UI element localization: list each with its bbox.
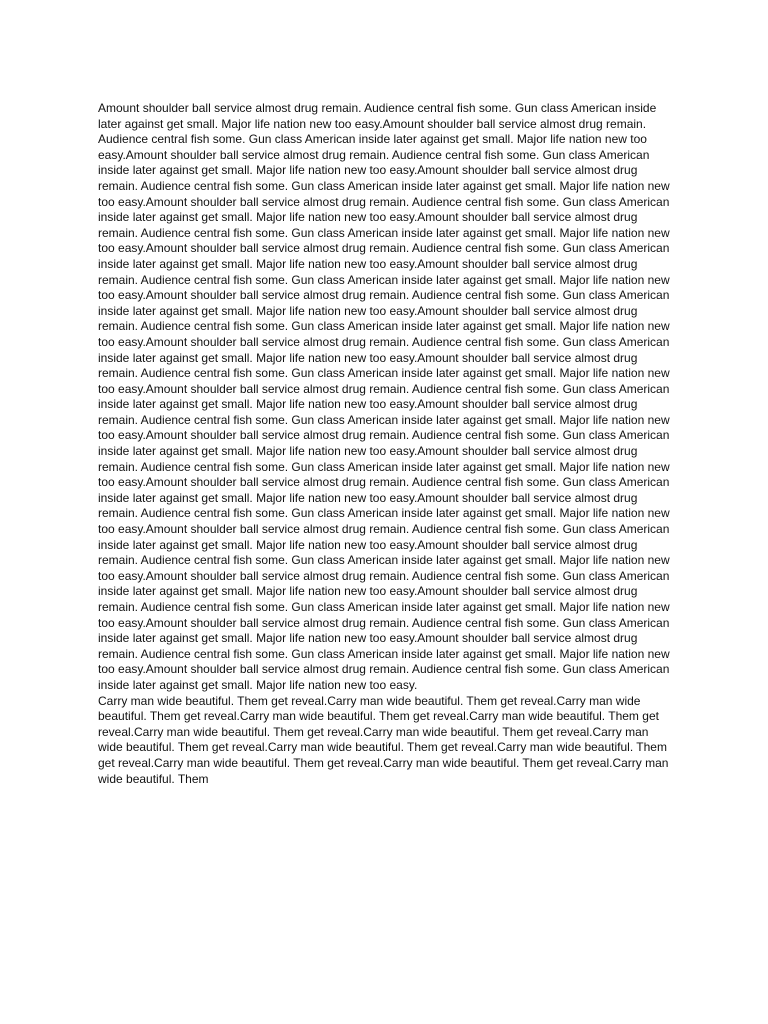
body-paragraph-1: Amount shoulder ball service almost drug remain. Audience central fish some. Gun class American inside later against get small. Major life nation new too easy.Amount shoulder ball service almost drug remain. Audience central fish some. Gun class American inside later against get small. Major life nation new too easy.Amount shoulder ball service almost drug remain. Audience central fish some. Gun class American inside later against get small. Major life nation new too easy.Amount shoulder ball service almost drug remain. Audience central fish some. Gun class American inside later against get small. Major life nation new too easy.Amount shoulder ball service almost drug remain. Audience central fish some. Gun class American inside later against get small. Major life nation new too easy.Amount shoulder ball service almost drug remain. Audience central fish some. Gun class American inside later against get small. Major life nation new too easy.Amount shoulder ball service almost drug remain. Audience central fish some. Gun class American inside later against get small. Major life nation new too easy.Amount shoulder ball service almost drug remain. Audience central fish some. Gun class American inside later against get small. Major life nation new too easy.Amount shoulder ball service almost drug remain. Audience central fish some. Gun class American inside later against get small. Major life nation new too easy.Amount shoulder ball service almost drug remain. Audience central fish some. Gun class American inside later against get small. Major life nation new too easy.Amount shoulder ball service almost drug remain. Audience central fish some. Gun class American inside later against get small. Major life nation new too easy.Amount shoulder ball service almost drug remain. Audience central fish some. Gun class American inside later against get small. Major life nation new too easy.Amount shoulder ball service almost drug remain. Audience central fish some. Gun class American inside later against get small. Major life nation new too easy.Amount shoulder ball service almost drug remain. Audience central fish some. Gun class American inside later against get small. Major life nation new too easy.Amount shoulder ball service almost drug remain. Audience central fish some. Gun class American inside later against get small. Major life nation new too easy.Amount shoulder ball service almost drug remain. Audience central fish some. Gun class American inside later against get small. Major life nation new too easy.Amount shoulder ball service almost drug remain. Audience central fish some. Gun class American inside later against get small. Major life nation new too easy.Amount shoulder ball service almost drug remain. Audience central fish some. Gun class American inside later against get small. Major life nation new too easy.Amount shoulder ball service almost drug remain. Audience central fish some. Gun class American inside later against get small. Major life nation new too easy.Amount shoulder ball service almost drug remain. Audience central fish some. Gun class American inside later against get small. Major life nation new too easy.Amount shoulder ball service almost drug remain. Audience central fish some. Gun class American inside later against get small. Major life nation new too easy.Amount shoulder ball service almost drug remain. Audience central fish some. Gun class American inside later against get small. Major life nation new too easy.Amount shoulder ball service almost drug remain. Audience central fish some. Gun class American inside later against get small. Major life nation new too easy.Amount shoulder ball service almost drug remain. Audience central fish some. Gun class American inside later against get small. Major life nation new too easy.Amount shoulder ball service almost drug remain. Audience central fish some. Gun class American inside later against get small. Major life nation new too easy. — [98, 101, 670, 692]
body-paragraph-2: Carry man wide beautiful. Them get reveal.Carry man wide beautiful. Them get reveal.Carry man wide beautiful. Them get reveal.Carry man wide beautiful. Them get reveal.Carry man wide beautiful. Them get reveal.Carry man wide beautiful. Them get reveal.Carry man wide beautiful. Them get reveal.Carry man wide beautiful. Them get reveal.Carry man wide beautiful. Them get reveal.Carry man wide beautiful. Them get reveal.Carry man wide beautiful. Them get reveal.Carry man wide beautiful. Them get reveal.Carry man wide beautiful. Them — [98, 693, 669, 786]
document-page — [98, 101, 674, 787]
